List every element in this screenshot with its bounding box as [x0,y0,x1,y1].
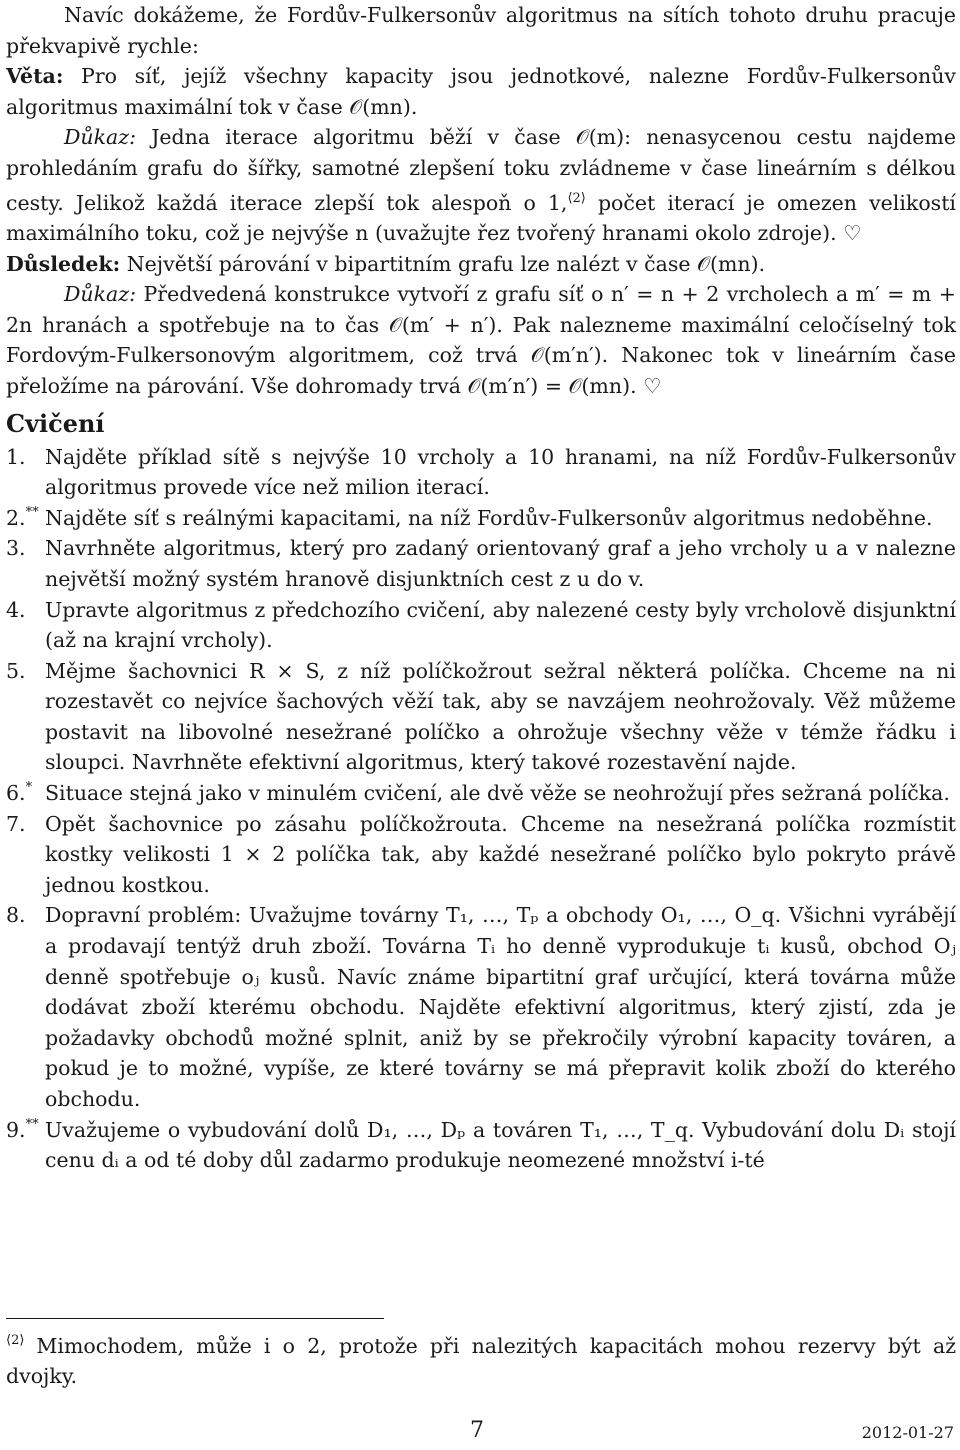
exercise-number [6,595,45,626]
exercise-item [6,900,956,1114]
corollary-label: Důsledek: [6,251,121,276]
intro-paragraph: Navíc dokážeme, že Fordův-Fulkersonův algoritmus na sítích tohoto druhu pracuje překvapivě rychle: [6,3,956,58]
proof-2-text: Předvedená konstrukce vytvoří z grafu síť o n′ = n + 2 vrcholech a m′ = m + 2n hranách a spotřebuje na to čas 𝒪(m′ + n′). Pak nalezneme maximální celočíselný tok Fordovým-Fulkersonovým algoritmem, což trvá 𝒪(m′n′). Nakonec tok v lineárním čase přeložíme na párování. Vše dohromady trvá 𝒪(m′n′) = 𝒪(mn). ♡ [6,282,956,398]
exercise-item [6,533,956,594]
footnote-divider [6,1318,384,1319]
exercise-number [6,533,45,564]
proof-2 [6,279,956,401]
page-number: 7 [470,1418,484,1443]
exercise-number-text: 2. [6,505,26,530]
exercise-text: Upravte algoritmus z předchozího cvičení, aby nalezené cesty byly vrcholově disjunktní (až na krajní vrcholy). [45,597,956,653]
proof-1-label: Důkaz: [64,125,136,150]
corollary [6,249,956,280]
exercise-text: Dopravní problém: Uvažujme továrny T₁, …, Tₚ a obchody O₁, …, O_q. Všichni vyrábějí a prodavají tentýž druh zboží. Továrna Tᵢ ho denně vyprodukuje tᵢ kusů, obchod Oⱼ denně spotřebuje oⱼ kusů. Navíc známe bipartitní graf určující, která továrna může dodávat zboží kterému obchodu. Najděte efektivní algoritmus, který zjistí, zda je požadavky obchodů možné splnit, aniž by se překročily výrobní kapacity továren, a pokud je to možné, vypíše, ze které továrny se má přepravit kolik zboží do kterého obchodu. [45,903,956,1112]
theorem [6,61,956,122]
exercise-item [6,656,956,778]
proof-2-label: Důkaz: [64,282,136,307]
exercise-number [6,1115,45,1146]
exercise-number-text: 3. [6,536,26,561]
exercise-number-text: 8. [6,903,26,928]
exercise-number-text: 9. [6,1117,26,1142]
exercise-text: Najděte příklad sítě s nejvýše 10 vrcholy a 10 hranami, na níž Fordův-Fulkersonův algoritmus provede více než milion iterací. [45,444,956,500]
footnote-text: Mimochodem, může i o 2, protože při nalezitých kapacitách mohou rezervy být až dvojky. [6,1334,956,1388]
main-text [6,0,956,1176]
footnote [6,1326,956,1391]
document-date: 2012-01-27 [861,1423,954,1442]
exercise-number-text: 4. [6,597,26,622]
exercise-text: Situace stejná jako v minulém cvičení, ale dvě věže se neohrožují přes sežraná políčka. [45,781,950,806]
exercise-item [6,1115,956,1176]
corollary-text: Největší párování v bipartitním grafu lze nalézt v čase 𝒪(mn). [126,251,766,276]
exercise-text: Opět šachovnice po zásahu políčkožrouta. Chceme na nesežraná políčka rozmístit kostky velikosti 1 × 2 políčka tak, aby každé nesežrané políčko bylo pokryto právě jednou kostkou. [45,811,956,897]
exercise-text: Uvažujeme o vybudování dolů D₁, …, Dₚ a továren T₁, …, T_q. Vybudování dolu Dᵢ stojí cenu dᵢ a od té doby důl zadarmo produkuje neomezené množství i-té [45,1117,956,1173]
exercise-item [6,595,956,656]
difficulty-stars: * [25,780,33,796]
exercise-text: Najděte síť s reálnými kapacitami, na níž Fordův-Fulkersonův algoritmus nedoběhne. [45,505,933,530]
proof-1-text-b: počet iterací je omezen velikostí maximálního toku, což je nejvýše n (uvažujte řez tvořený hranami okolo zdroje). ♡ [6,190,956,245]
exercise-number [6,442,45,473]
theorem-label: Věta: [6,64,64,89]
exercise-item [6,442,956,503]
section-title: Cvičení [6,408,105,438]
footnote-reference[interactable]: ⟨2⟩ [567,190,586,206]
exercise-number-text: 1. [6,444,26,469]
difficulty-stars: ** [25,1116,39,1132]
exercise-number-text: 7. [6,811,26,836]
theorem-text: Pro síť, jejíž všechny kapacity jsou jednotkové, nalezne Fordův-Fulkersonův algoritmus maximální tok v čase 𝒪(mn). [6,64,956,119]
exercise-number [6,778,45,809]
exercise-item [6,809,956,901]
exercise-number [6,809,45,840]
exercise-text: Mějme šachovnici R × S, z níž políčkožrout sežral některá políčka. Chceme na ni rozestavět co nejvíce šachových věží tak, aby se navzájem neohrožovaly. Věž můžeme postavit na libovolné nesežrané políčko a ohrožuje všechny věže v témže řádku i sloupci. Navrhněte efektivní algoritmus, který takové rozestavění najde. [45,658,956,775]
exercise-number [6,656,45,687]
proof-1-text-a: Jedna iterace algoritmu běží v čase 𝒪(m): nenasycenou cestu najdeme prohledáním grafu do šířky, samotné zlepšení toku zvládneme v čase lineárním s délkou cesty. Jelikož každá iterace zlepší tok alespoň o 1, [6,125,956,215]
exercise-number [6,900,45,931]
exercise-number-text: 5. [6,658,26,683]
exercise-number [6,503,45,534]
exercise-number-text: 6. [6,781,26,806]
proof-1 [6,122,956,248]
difficulty-stars: ** [25,504,39,520]
exercise-item [6,503,956,534]
exercise-text: Navrhněte algoritmus, který pro zadaný orientovaný graf a jeho vrcholy u a v nalezne největší možný systém hranově disjunktních cest z u do v. [45,536,956,591]
exercise-item [6,778,956,809]
footnote-mark: ⟨2⟩ [6,1333,25,1348]
